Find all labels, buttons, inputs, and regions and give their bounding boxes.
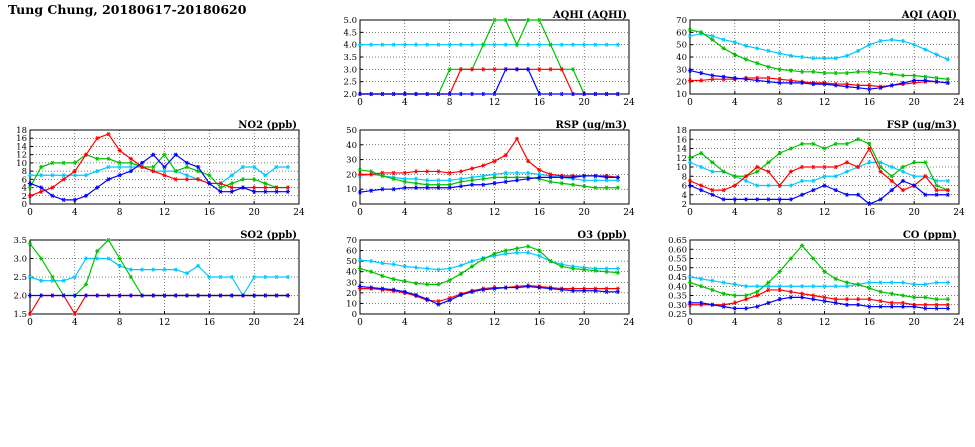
- plot-title: SO2 (ppb): [240, 230, 297, 241]
- x-tick-label: 4: [401, 98, 408, 108]
- y-tick-label: 6: [21, 175, 27, 186]
- chart-panel-aqhi: [330, 10, 635, 110]
- y-tick-label: 3.0: [343, 65, 357, 76]
- x-tick-label: 8: [116, 318, 123, 328]
- series-day4: [358, 67, 620, 95]
- y-tick-label: 2.5: [343, 77, 357, 88]
- y-tick-label: 70: [676, 16, 687, 26]
- y-tick-label: 14: [676, 144, 687, 155]
- series-day2: [358, 18, 620, 96]
- x-tick-label: 20: [908, 318, 920, 328]
- y-tick-label: 50: [346, 126, 357, 136]
- y-tick-label: 60: [346, 246, 357, 257]
- x-tick-label: 12: [488, 208, 501, 218]
- x-tick-label: 0: [357, 208, 363, 218]
- x-tick-label: 16: [533, 208, 546, 218]
- plot-title: AQI (AQI): [901, 10, 957, 21]
- y-tick-label: 0.35: [668, 291, 687, 302]
- x-tick-label: 20: [908, 208, 920, 218]
- y-tick-label: 4: [21, 183, 27, 194]
- x-tick-label: 8: [446, 208, 453, 218]
- plot-title: O3 (ppb): [577, 230, 627, 241]
- series-markers: [358, 67, 620, 95]
- x-tick-label: 0: [27, 208, 33, 218]
- y-tick-label: 10: [346, 299, 357, 310]
- chart-panel-so2: [0, 230, 305, 330]
- x-tick-label: 8: [776, 208, 783, 218]
- x-tick-label: 24: [293, 318, 305, 328]
- y-tick-label: 2.0: [343, 90, 357, 100]
- series-line: [690, 297, 948, 308]
- x-tick-label: 4: [731, 318, 738, 328]
- x-tick-label: 20: [578, 208, 590, 218]
- series-markers: [688, 295, 950, 310]
- series-line: [30, 296, 288, 315]
- plot-title: CO (ppm): [902, 230, 957, 241]
- x-tick-label: 12: [818, 208, 831, 218]
- x-tick-label: 16: [533, 98, 546, 108]
- series-day1: [28, 257, 290, 298]
- x-tick-label: 12: [158, 318, 171, 328]
- x-tick-label: 20: [578, 318, 590, 328]
- y-tick-label: 1.5: [13, 310, 27, 320]
- y-tick-label: 6: [681, 181, 687, 192]
- y-tick-label: 0.50: [668, 263, 687, 274]
- y-tick-label: 0.30: [668, 300, 687, 311]
- x-tick-label: 24: [953, 98, 965, 108]
- y-tick-label: 12: [16, 150, 27, 161]
- series-day2: [688, 244, 950, 301]
- series-line: [690, 71, 948, 90]
- y-tick-label: 10: [16, 158, 27, 169]
- x-tick-label: 24: [623, 98, 635, 108]
- y-tick-label: 2.0: [13, 291, 27, 302]
- x-tick-label: 8: [446, 98, 453, 108]
- y-tick-label: 20: [346, 288, 357, 299]
- x-tick-label: 12: [818, 98, 831, 108]
- x-tick-label: 16: [203, 208, 216, 218]
- series-line: [30, 134, 288, 196]
- x-tick-label: 0: [687, 98, 693, 108]
- y-tick-label: 8: [681, 172, 687, 183]
- y-tick-label: 10: [676, 163, 687, 173]
- series-line: [360, 285, 618, 301]
- series-day3: [28, 294, 290, 316]
- y-tick-label: 0.65: [668, 236, 687, 246]
- y-tick-label: 0.55: [668, 254, 687, 265]
- x-tick-label: 4: [71, 318, 78, 328]
- x-tick-label: 24: [953, 318, 965, 328]
- series-line: [30, 240, 288, 296]
- x-tick-label: 0: [357, 98, 363, 108]
- series-markers: [688, 244, 950, 301]
- series-day3: [358, 67, 620, 95]
- y-tick-label: 12: [676, 153, 687, 164]
- x-tick-label: 0: [27, 318, 33, 328]
- series-day4: [358, 174, 620, 194]
- series-line: [690, 290, 948, 305]
- x-tick-label: 8: [446, 318, 453, 328]
- y-tick-label: 30: [676, 65, 687, 76]
- chart-co: [660, 230, 965, 330]
- chart-panel-aqi: [660, 10, 965, 110]
- x-tick-label: 24: [293, 208, 305, 218]
- y-tick-label: 40: [676, 53, 687, 63]
- series-markers: [688, 28, 950, 81]
- x-tick-label: 24: [623, 208, 635, 218]
- series-markers: [688, 76, 950, 88]
- chart-so2: [0, 230, 305, 330]
- series-day3: [358, 137, 620, 179]
- series-markers: [688, 147, 950, 192]
- y-tick-label: 18: [676, 126, 687, 136]
- series-line: [690, 246, 948, 300]
- chart-no2: [0, 120, 305, 220]
- series-day1: [688, 275, 950, 288]
- series-markers: [688, 179, 950, 206]
- series-markers: [688, 160, 950, 187]
- y-tick-label: 2.5: [13, 273, 27, 283]
- chart-aqi: [660, 10, 965, 110]
- series-line: [690, 78, 948, 87]
- y-tick-label: 14: [16, 142, 27, 153]
- series-day2: [358, 168, 620, 190]
- y-tick-label: 30: [346, 278, 357, 289]
- series-markers: [358, 284, 620, 304]
- y-tick-label: 0: [351, 310, 357, 320]
- y-tick-label: 60: [676, 28, 687, 39]
- series-line: [690, 181, 948, 204]
- series-day4: [28, 294, 290, 298]
- x-tick-label: 0: [357, 318, 363, 328]
- y-tick-label: 4.0: [343, 40, 357, 51]
- x-tick-label: 12: [488, 98, 501, 108]
- y-tick-label: 16: [676, 135, 687, 146]
- series-line: [690, 30, 948, 79]
- x-tick-label: 0: [687, 318, 693, 328]
- x-tick-label: 16: [533, 318, 546, 328]
- y-tick-label: 3.5: [13, 236, 27, 246]
- series-day2: [28, 238, 290, 297]
- y-tick-label: 4: [681, 190, 687, 201]
- x-tick-label: 24: [623, 318, 635, 328]
- y-tick-label: 20: [676, 77, 687, 88]
- y-tick-label: 50: [346, 257, 357, 268]
- chart-rsp: [330, 120, 635, 220]
- series-day2: [688, 28, 950, 81]
- series-markers: [358, 168, 620, 190]
- series-day1: [688, 32, 950, 62]
- series-markers: [358, 67, 620, 95]
- y-tick-label: 4.5: [343, 28, 357, 39]
- x-tick-label: 12: [488, 318, 501, 328]
- series-day1: [358, 251, 620, 272]
- y-tick-label: 20: [346, 170, 357, 181]
- x-tick-label: 16: [863, 98, 876, 108]
- y-tick-label: 2: [21, 191, 27, 202]
- series-day1: [28, 165, 290, 185]
- plot-title: AQHI (AQHI): [552, 10, 627, 21]
- y-tick-label: 0.40: [668, 282, 687, 293]
- y-tick-label: 0.45: [668, 273, 687, 283]
- series-day3: [358, 284, 620, 304]
- y-tick-label: 40: [346, 267, 357, 278]
- x-tick-label: 4: [71, 208, 78, 218]
- y-tick-label: 10: [346, 185, 357, 196]
- x-tick-label: 16: [863, 208, 876, 218]
- series-day4: [688, 179, 950, 206]
- y-tick-label: 40: [346, 140, 357, 151]
- chart-o3: [330, 230, 635, 330]
- series-line: [690, 34, 948, 60]
- x-tick-label: 16: [203, 318, 216, 328]
- series-markers: [28, 294, 290, 316]
- y-tick-label: 0: [351, 200, 357, 210]
- y-tick-label: 50: [676, 40, 687, 51]
- x-tick-label: 12: [818, 318, 831, 328]
- series-line: [30, 155, 288, 200]
- x-tick-label: 12: [158, 208, 171, 218]
- page-title: Tung Chung, 20180617-20180620: [8, 2, 247, 17]
- y-tick-label: 30: [346, 155, 357, 166]
- y-tick-label: 8: [21, 167, 27, 178]
- y-tick-label: 16: [16, 134, 27, 145]
- chart-aqhi: [330, 10, 635, 110]
- x-tick-label: 20: [248, 208, 260, 218]
- series-markers: [358, 18, 620, 96]
- x-tick-label: 4: [401, 318, 408, 328]
- y-tick-label: 0: [21, 200, 27, 210]
- y-tick-label: 5.0: [343, 16, 357, 26]
- plot-title: FSP (ug/m3): [886, 120, 957, 131]
- y-tick-label: 10: [676, 90, 687, 100]
- y-tick-label: 70: [346, 236, 357, 246]
- series-markers: [688, 32, 950, 62]
- x-tick-label: 8: [776, 98, 783, 108]
- series-markers: [358, 251, 620, 272]
- x-tick-label: 4: [401, 208, 408, 218]
- series-day3: [688, 147, 950, 192]
- series-day1: [688, 160, 950, 187]
- chart-panel-no2: [0, 120, 305, 220]
- y-tick-label: 0.25: [668, 310, 687, 320]
- chart-panel-co: [660, 230, 965, 330]
- chart-fsp: [660, 120, 965, 220]
- plot-title: RSP (ug/m3): [555, 120, 627, 131]
- series-markers: [28, 238, 290, 297]
- series-day1: [358, 43, 620, 47]
- series-line: [690, 139, 948, 190]
- series-day3: [28, 132, 290, 197]
- x-tick-label: 0: [687, 208, 693, 218]
- x-tick-label: 20: [578, 98, 590, 108]
- x-tick-label: 4: [731, 208, 738, 218]
- y-tick-label: 3.5: [343, 53, 357, 63]
- y-tick-label: 18: [16, 126, 27, 136]
- y-tick-label: 3.0: [13, 254, 27, 265]
- x-tick-label: 8: [116, 208, 123, 218]
- x-tick-label: 20: [248, 318, 260, 328]
- series-line: [690, 277, 948, 286]
- series-markers: [28, 257, 290, 298]
- y-tick-label: 2: [681, 200, 687, 210]
- series-day4: [688, 295, 950, 310]
- x-tick-label: 8: [776, 318, 783, 328]
- x-tick-label: 16: [863, 318, 876, 328]
- x-tick-label: 4: [731, 98, 738, 108]
- y-tick-label: 0.60: [668, 245, 687, 256]
- chart-panel-fsp: [660, 120, 965, 220]
- x-tick-label: 24: [953, 208, 965, 218]
- x-tick-label: 20: [908, 98, 920, 108]
- plot-title: NO2 (ppb): [238, 120, 297, 131]
- chart-panel-o3: [330, 230, 635, 330]
- chart-panel-rsp: [330, 120, 635, 220]
- series-day3: [688, 76, 950, 88]
